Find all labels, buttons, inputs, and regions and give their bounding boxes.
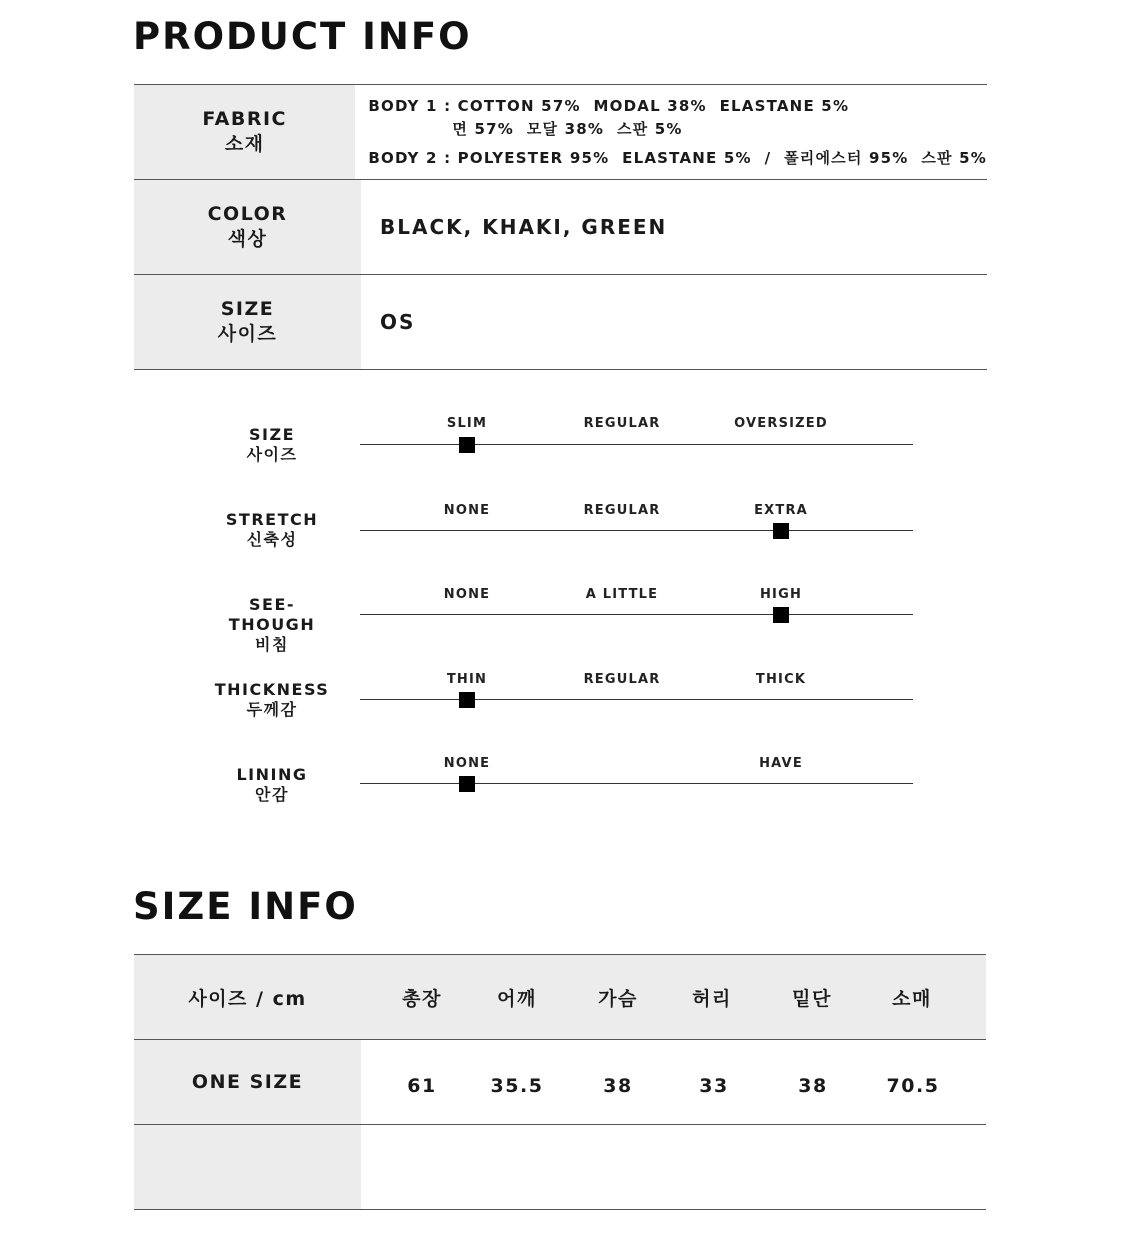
size-column-header: 어깨 <box>497 987 537 1010</box>
size-empty-label <box>134 1125 361 1209</box>
scale-label-en: THICKNESS <box>214 680 330 699</box>
size-data-cells <box>361 1040 986 1124</box>
size-row-label: ONE SIZE <box>134 1040 361 1124</box>
scale-option: REGULAR <box>583 416 661 431</box>
scale-marker <box>459 692 475 708</box>
color-value-text: BLACK, KHAKI, GREEN <box>380 215 668 239</box>
scale-label-en: STRETCH <box>225 510 319 529</box>
size-row <box>134 274 987 370</box>
scale-thickness <box>134 665 924 735</box>
fabric-value <box>355 85 987 179</box>
scale-label <box>212 510 332 550</box>
size-data-row <box>134 1039 986 1124</box>
size-column-header: 가슴 <box>598 987 638 1010</box>
color-label <box>134 180 361 274</box>
scale-line <box>360 699 913 700</box>
scale-size <box>134 410 924 480</box>
scale-label-ko: 안감 <box>255 785 289 804</box>
size-header-cells <box>361 955 986 1039</box>
scale-option: OVERSIZED <box>734 416 828 431</box>
scale-label-ko: 사이즈 <box>246 445 298 464</box>
size-label-ko: 사이즈 <box>217 323 278 345</box>
size-label-en: SIZE <box>220 298 275 320</box>
scale-label-en: SEE-THOUGH <box>228 595 316 634</box>
size-column-header: 허리 <box>692 987 732 1010</box>
scale-label-en: LINING <box>236 765 308 784</box>
size-label <box>134 275 361 369</box>
scale-label-ko: 두께감 <box>246 700 298 719</box>
scale-label-ko: 신축성 <box>246 530 298 549</box>
scale-label <box>212 595 332 655</box>
size-column-header: 총장 <box>402 987 442 1010</box>
scale-option: NONE <box>443 756 491 771</box>
fabric-label <box>134 85 355 179</box>
product-info-table <box>134 84 987 370</box>
scale-line <box>360 530 913 531</box>
color-label-ko: 색상 <box>227 228 268 250</box>
scale-see-though <box>134 580 924 654</box>
size-header-row <box>134 954 986 1039</box>
scale-option: EXTRA <box>754 503 808 518</box>
scale-label-ko: 비침 <box>255 635 289 654</box>
scale-option: REGULAR <box>583 672 661 687</box>
fabric-line-2: 면 57% 모달 38% 스판 5% <box>452 119 683 138</box>
size-column-header: 소매 <box>892 987 932 1010</box>
scale-label <box>212 425 332 465</box>
fabric-line-1: BODY 1 : COTTON 57% MODAL 38% ELASTANE 5% <box>368 96 850 115</box>
size-value: 35.5 <box>490 1075 544 1097</box>
size-header-first: 사이즈 / cm <box>188 987 307 1010</box>
scale-line <box>360 444 913 445</box>
scale-option: THICK <box>755 672 807 687</box>
size-empty-cells <box>361 1125 986 1209</box>
size-value: 70.5 <box>886 1075 940 1097</box>
scale-marker <box>773 523 789 539</box>
scale-marker <box>459 437 475 453</box>
size-value: 61 <box>407 1075 437 1097</box>
size-info-table <box>134 954 986 1210</box>
size-value-text: OS <box>380 310 416 334</box>
scale-stretch <box>134 496 924 566</box>
scale-option: NONE <box>443 587 491 602</box>
size-column-header: 밑단 <box>792 987 832 1010</box>
scale-option: SLIM <box>446 416 488 431</box>
scale-line <box>360 614 913 615</box>
scale-option: NONE <box>443 503 491 518</box>
size-info-title: SIZE INFO <box>133 885 358 928</box>
scale-marker <box>773 607 789 623</box>
scale-marker <box>459 776 475 792</box>
scale-label <box>212 680 332 720</box>
fabric-row <box>134 84 987 179</box>
color-value <box>361 180 987 274</box>
color-row <box>134 179 987 274</box>
size-empty-row <box>134 1124 986 1210</box>
scale-option: THIN <box>446 672 488 687</box>
fabric-line-3: BODY 2 : POLYESTER 95% ELASTANE 5% / 폴리에스터 95% 스판 5% <box>368 148 987 167</box>
product-info-title: PRODUCT INFO <box>133 15 472 58</box>
scale-label-en: SIZE <box>248 425 295 444</box>
scale-line <box>360 783 913 784</box>
fabric-label-en: FABRIC <box>202 108 287 130</box>
scale-option: HIGH <box>759 587 803 602</box>
color-label-en: COLOR <box>207 203 288 225</box>
scale-option: HAVE <box>759 756 803 771</box>
scale-lining <box>134 749 924 819</box>
fabric-label-ko: 소재 <box>224 133 265 155</box>
size-value: 33 <box>699 1075 729 1097</box>
size-value <box>361 275 987 369</box>
scale-option: A LITTLE <box>585 587 659 602</box>
size-value: 38 <box>603 1075 633 1097</box>
scale-option: REGULAR <box>583 503 661 518</box>
scale-label <box>212 765 332 805</box>
size-value: 38 <box>798 1075 828 1097</box>
